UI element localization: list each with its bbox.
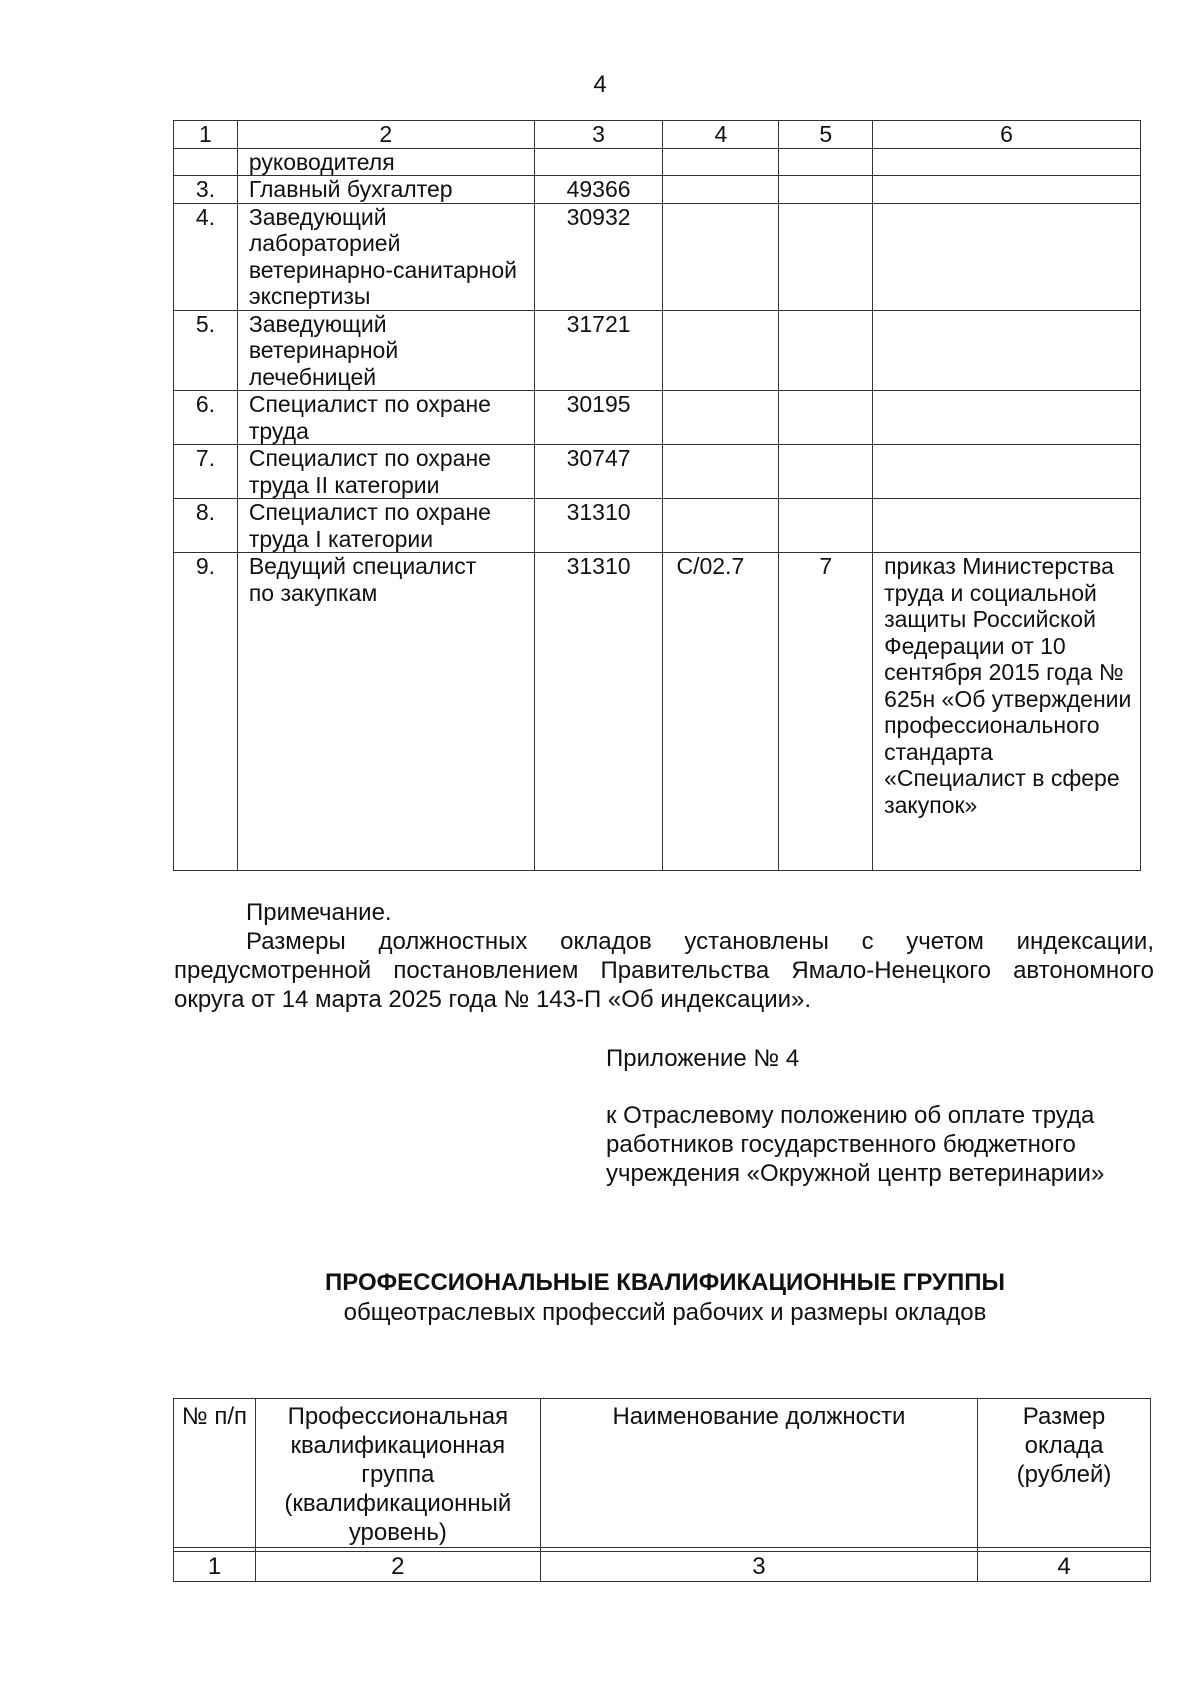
column-number: 4	[663, 121, 779, 149]
position-name: Специалист по охране труда II категории	[237, 445, 534, 499]
position-name: Специалист по охране труда	[237, 391, 534, 445]
position-name: Заведующий лабораторией ветеринарно-санитарной экспертизы	[237, 203, 534, 310]
table-row	[174, 203, 1141, 310]
column-number: 3	[540, 1552, 977, 1582]
row-number: 5.	[174, 310, 238, 391]
salary-value: 31310	[534, 499, 663, 553]
table-row	[174, 499, 1141, 553]
salary-table	[173, 120, 1141, 871]
qualification-level: 7	[779, 553, 873, 871]
appendix-title: Приложение № 4	[606, 1045, 800, 1072]
note-block	[174, 898, 1154, 1014]
position-name: Главный бухгалтер	[237, 176, 534, 204]
salary-value: 30195	[534, 391, 663, 445]
qualification-groups-table	[173, 1398, 1151, 1582]
salary-value: 49366	[534, 176, 663, 204]
table-row	[174, 553, 1141, 871]
header-salary: Размер оклада (рублей)	[978, 1399, 1151, 1548]
column-number: 2	[255, 1552, 540, 1582]
position-name: руководителя	[237, 148, 534, 176]
position-name: Ведущий специалист по закупкам	[237, 553, 534, 871]
column-number: 1	[174, 1552, 256, 1582]
table-row	[174, 148, 1141, 176]
table-row	[174, 310, 1141, 391]
table-row	[174, 445, 1141, 499]
column-number: 1	[174, 121, 238, 149]
column-number: 2	[237, 121, 534, 149]
salary-value: 30932	[534, 203, 663, 310]
position-name: Специалист по охране труда I категории	[237, 499, 534, 553]
row-number: 4.	[174, 203, 238, 310]
section-subtitle: общеотраслевых профессий рабочих и размеры окладов	[343, 1299, 987, 1326]
note-text: Размеры должностных окладов установлены с учетом индексации, предусмотренной постановлением Правительства Ямало-Ненецкого автономного округа от 14 марта 2025 года № 143-П «Об индексации».	[174, 928, 1154, 1013]
note-label: Примечание.	[246, 899, 392, 926]
column-number: 3	[534, 121, 663, 149]
section-title: ПРОФЕССИОНАЛЬНЫЕ КВАЛИФИКАЦИОННЫЕ ГРУППЫ	[325, 1269, 1005, 1296]
header-group: Профессиональная квалификационная группа (квалификационный уровень)	[255, 1399, 540, 1548]
row-number: 3.	[174, 176, 238, 204]
table-header-row	[174, 1399, 1151, 1548]
header-position: Наименование должности	[540, 1399, 977, 1548]
regulatory-document: приказ Министерства труда и социальной защиты Российской Федерации от 10 сентября 2015 года № 625н «Об утверждении профессионального стандарта «Специалист в сфере закупок»	[873, 553, 1141, 871]
page-number: 4	[593, 71, 607, 98]
table-row	[174, 176, 1141, 204]
row-number: 7.	[174, 445, 238, 499]
position-name: Заведующий ветеринарной лечебницей	[237, 310, 534, 391]
table-row	[174, 391, 1141, 445]
column-number: 6	[873, 121, 1141, 149]
column-number: 4	[978, 1552, 1151, 1582]
row-number: 6.	[174, 391, 238, 445]
salary-value: 30747	[534, 445, 663, 499]
table-number-row	[174, 1552, 1151, 1582]
column-number: 5	[779, 121, 873, 149]
function-code: С/02.7	[663, 553, 779, 871]
row-number: 9.	[174, 553, 238, 871]
appendix-reference: к Отраслевому положению об оплате труда работников государственного бюджетного учреждения «Окружной центр ветеринарии»	[606, 1102, 1105, 1187]
salary-value: 31721	[534, 310, 663, 391]
table-header-row	[174, 121, 1141, 149]
header-number: № п/п	[174, 1399, 256, 1548]
row-number: 8.	[174, 499, 238, 553]
salary-value: 31310	[534, 553, 663, 871]
